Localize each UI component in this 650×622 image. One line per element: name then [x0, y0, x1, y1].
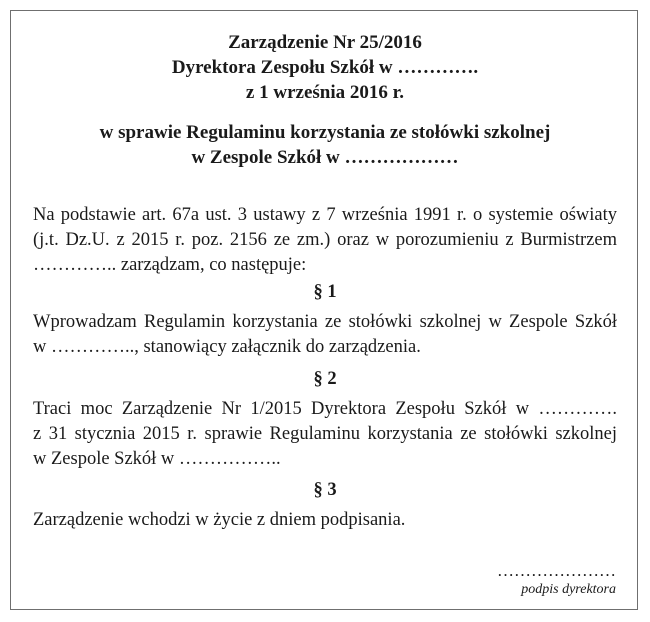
section-2-paragraph: [33, 397, 617, 472]
section-2-line: w Zespole Szkół w ……………..: [33, 449, 281, 469]
intro-paragraph: [33, 203, 617, 278]
signature-line: …………………: [497, 561, 616, 580]
intro-line: Na podstawie art. 67a ust. 3 ustawy z 7 września 1991 r. o systemie oświaty: [33, 205, 617, 225]
document-issuer: Dyrektora Zespołu Szkół w ………….: [171, 57, 479, 78]
section-3-paragraph: [33, 508, 617, 533]
section-2-line: Traci moc Zarządzenie Nr 1/2015 Dyrektora Zespołu Szkół w ………….: [33, 399, 617, 419]
section-3-line: Zarządzenie wchodzi w życie z dniem podpisania.: [33, 510, 406, 530]
document-date: z 1 września 2016 r.: [245, 82, 405, 103]
document-title: Zarządzenie Nr 25/2016: [228, 32, 422, 53]
document-subject-line-2: w Zespole Szkół w ………………: [191, 147, 459, 168]
section-1-line: w ………….., stanowiący załącznik do zarządzenia.: [33, 337, 421, 357]
signature-label: podpis dyrektora: [521, 582, 616, 597]
section-1-paragraph: [33, 310, 617, 360]
section-1-label: § 1: [313, 282, 337, 302]
section-2-label: § 2: [313, 369, 337, 389]
section-3-label: § 3: [313, 480, 337, 500]
intro-line: (j.t. Dz.U. z 2015 r. poz. 2156 ze zm.) oraz w porozumieniu z Burmistrzem: [33, 230, 617, 250]
document-subject-line-1: w sprawie Regulaminu korzystania ze stołówki szkolnej: [99, 122, 551, 143]
section-1-line: Wprowadzam Regulamin korzystania ze stołówki szkolnej w Zespole Szkół: [33, 312, 617, 332]
intro-line: ………….. zarządzam, co następuje:: [33, 255, 307, 275]
section-2-line: z 31 stycznia 2015 r. sprawie Regulaminu korzystania ze stołówki szkolnej: [33, 424, 617, 444]
